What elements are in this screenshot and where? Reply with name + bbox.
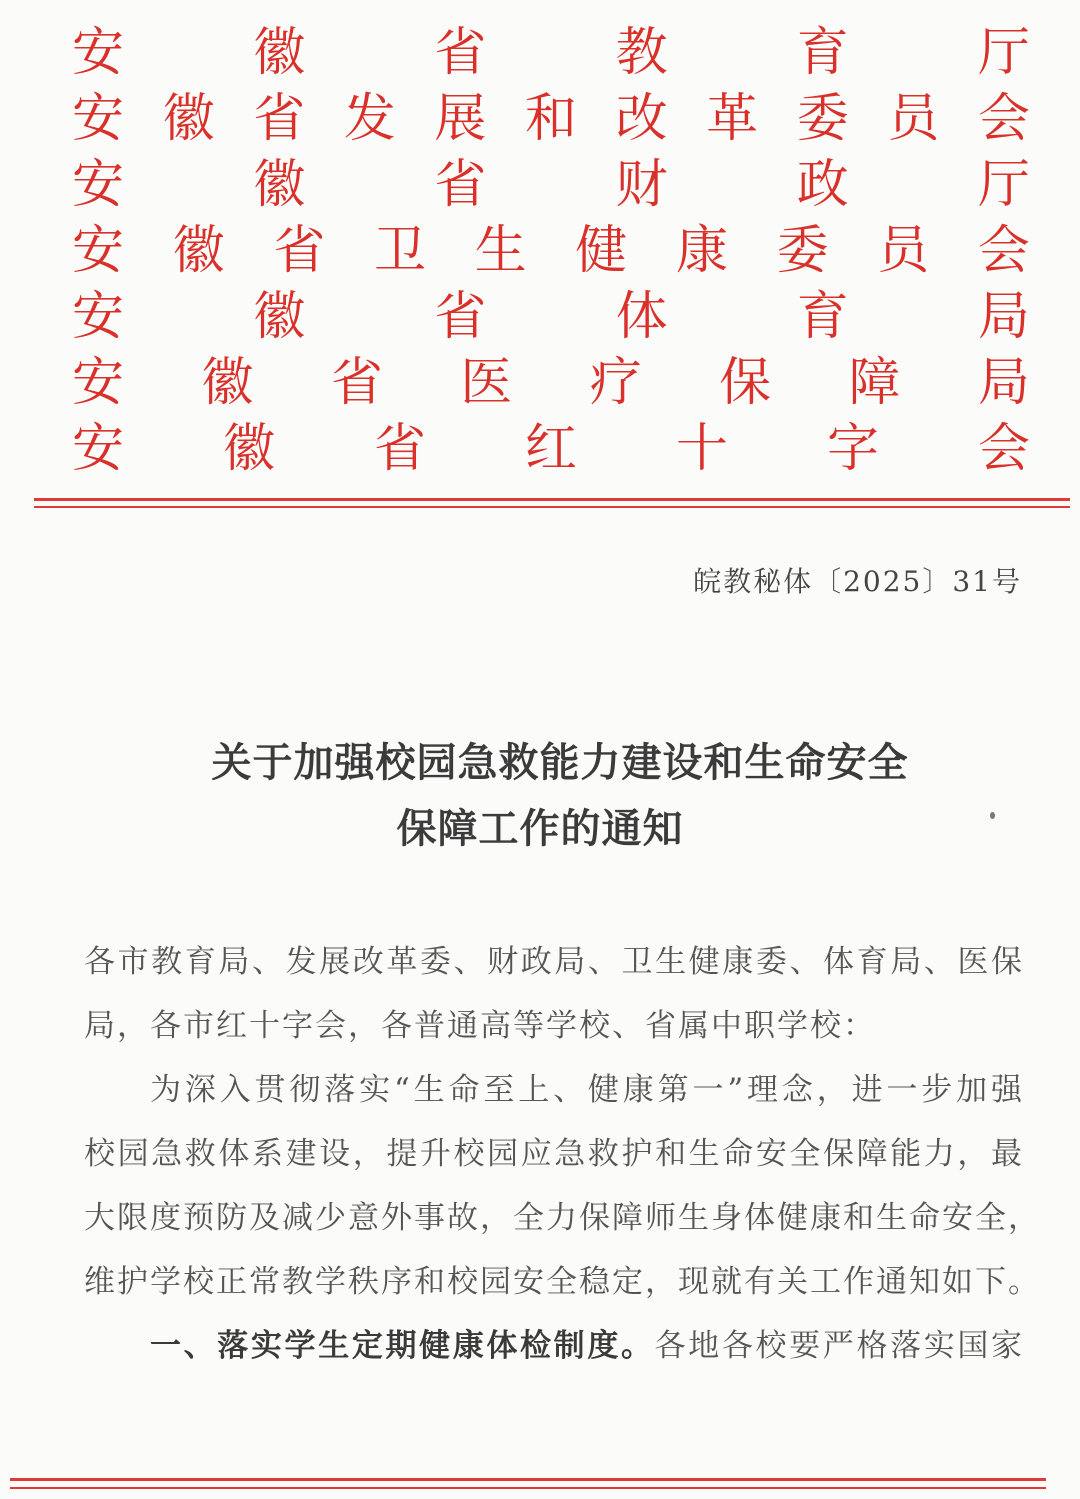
authority-char: 健 xyxy=(575,221,628,281)
authority-red-cross xyxy=(72,416,1030,482)
authority-char: 革 xyxy=(706,89,759,149)
authority-char: 安 xyxy=(72,89,125,149)
authority-char: 疗 xyxy=(589,353,642,413)
authority-char: 改 xyxy=(615,89,668,149)
authority-char: 红 xyxy=(525,419,578,479)
title-line-1: 关于加强校园急救能力建设和生命安全 xyxy=(211,740,909,786)
authority-char: 省 xyxy=(330,353,383,413)
authority-char: 省 xyxy=(434,23,487,83)
authority-char: 徽 xyxy=(253,287,306,347)
authority-char: 安 xyxy=(72,287,125,347)
authority-char: 员 xyxy=(887,89,940,149)
intro-line-4: 维护学校正常教学秩序和校园安全稳定，现就有关工作通知如下。 xyxy=(84,1264,1041,1300)
section-1-line xyxy=(84,1314,1024,1378)
authority-education xyxy=(72,20,1030,86)
authority-char: 和 xyxy=(524,89,577,149)
section-1-text: 各地各校要严格落实国家 xyxy=(654,1328,1025,1364)
authority-char: 省 xyxy=(434,287,487,347)
authority-sports xyxy=(72,284,1030,350)
authority-char: 徽 xyxy=(253,23,306,83)
authority-char: 会 xyxy=(977,221,1030,281)
footer-red-rule-bottom xyxy=(10,1487,1046,1489)
authority-char: 员 xyxy=(877,221,930,281)
authority-char: 安 xyxy=(72,23,125,83)
authority-char: 发 xyxy=(343,89,396,149)
authority-char: 字 xyxy=(827,419,880,479)
intro-line-3: 大限度预防及减少意外事故，全力保障师生身体健康和生命安全， xyxy=(84,1200,1041,1236)
authority-char: 徽 xyxy=(223,419,276,479)
authority-char: 局 xyxy=(977,287,1030,347)
authority-char: 十 xyxy=(676,419,729,479)
recipients-line-1: 各市教育局、发展改革委、财政局、卫生健康委、体育局、医保 xyxy=(84,944,1024,980)
authority-char: 康 xyxy=(675,221,728,281)
authority-finance xyxy=(72,152,1030,218)
document-body xyxy=(84,930,1041,1378)
authority-health xyxy=(72,218,1030,284)
authority-char: 会 xyxy=(977,89,1030,149)
document-title xyxy=(0,730,1080,862)
recipients-line-2: 局，各市红十字会，各普通高等学校、省属中职学校： xyxy=(84,1008,876,1044)
authority-char: 厅 xyxy=(977,23,1030,83)
authority-char: 徽 xyxy=(172,221,225,281)
authority-char: 障 xyxy=(848,353,901,413)
authority-char: 省 xyxy=(253,89,306,149)
authority-char: 生 xyxy=(474,221,527,281)
authority-char: 徽 xyxy=(253,155,306,215)
scan-speck xyxy=(990,812,995,819)
authority-char: 安 xyxy=(72,221,125,281)
authority-char: 育 xyxy=(796,23,849,83)
authority-char: 安 xyxy=(72,419,125,479)
authority-char: 局 xyxy=(977,353,1030,413)
authority-char: 育 xyxy=(796,287,849,347)
issuing-authorities-header xyxy=(72,20,1030,482)
authority-char: 徽 xyxy=(201,353,254,413)
title-line-2: 保障工作的通知 xyxy=(396,806,684,852)
authority-char: 医 xyxy=(460,353,513,413)
header-red-rule-bottom xyxy=(34,506,1070,508)
footer-red-rule-top xyxy=(10,1478,1046,1481)
authority-char: 省 xyxy=(374,419,427,479)
authority-char: 体 xyxy=(615,287,668,347)
section-1-heading: 一、落实学生定期健康体检制度。 xyxy=(150,1328,655,1364)
authority-char: 教 xyxy=(615,23,668,83)
authority-development-reform xyxy=(72,86,1030,152)
authority-char: 财 xyxy=(615,155,668,215)
authority-char: 厅 xyxy=(977,155,1030,215)
intro-line-1: 为深入贯彻落实“生命至上、健康第一”理念，进一步加强 xyxy=(150,1072,1024,1108)
authority-medical-security xyxy=(72,350,1030,416)
authority-char: 委 xyxy=(776,221,829,281)
authority-char: 徽 xyxy=(162,89,215,149)
intro-line-2: 校园急救体系建设，提升校园应急救护和生命安全保障能力，最 xyxy=(84,1136,1024,1172)
authority-char: 省 xyxy=(434,155,487,215)
authority-char: 政 xyxy=(796,155,849,215)
authority-char: 会 xyxy=(978,419,1031,479)
authority-char: 省 xyxy=(273,221,326,281)
authority-char: 安 xyxy=(72,353,125,413)
authority-char: 保 xyxy=(719,353,772,413)
document-number: 皖教秘体〔2025〕31号 xyxy=(693,565,1022,598)
authority-char: 委 xyxy=(796,89,849,149)
authority-char: 展 xyxy=(434,89,487,149)
header-red-rule-top xyxy=(34,498,1070,501)
authority-char: 安 xyxy=(72,155,125,215)
authority-char: 卫 xyxy=(373,221,426,281)
